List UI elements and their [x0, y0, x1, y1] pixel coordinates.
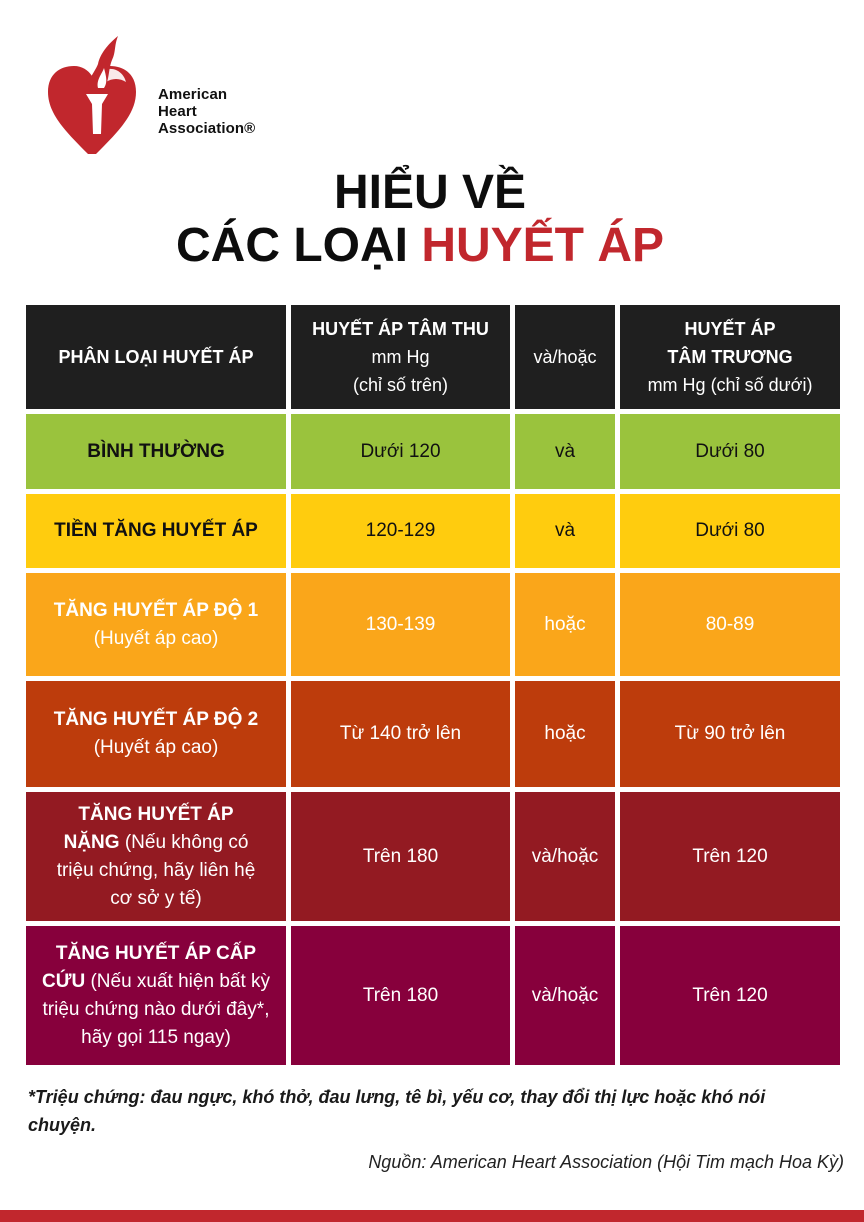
header-systolic-note: (chỉ số trên): [352, 375, 448, 395]
category-title-b: CỨU: [41, 970, 86, 992]
table-row-crisis: [26, 926, 840, 1065]
category-title-a: TĂNG HUYẾT ÁP: [78, 803, 234, 825]
category-sub: (Huyết áp cao): [93, 627, 219, 649]
table-row-stage-2: [26, 681, 840, 787]
header-systolic-title: HUYẾT ÁP TÂM THU: [312, 319, 489, 339]
diastolic-cell: Từ 90 trở lên: [620, 681, 840, 787]
logo-line-1: American: [158, 86, 228, 103]
table-row-severe: [26, 792, 840, 921]
category-title-b: NẶNG: [63, 831, 120, 853]
table-row-normal: [26, 414, 840, 489]
header-diastolic-title-1: HUYẾT ÁP: [684, 319, 776, 339]
category-title: TĂNG HUYẾT ÁP ĐỘ 1: [53, 599, 259, 621]
category-cell: [26, 926, 286, 1065]
page-title-line-1: HIỂU VỀ: [333, 166, 527, 219]
category-cell: [26, 792, 286, 921]
diastolic-cell: 80-89: [620, 573, 840, 676]
header-category: PHÂN LOẠI HUYẾT ÁP: [26, 305, 286, 409]
header-systolic: [291, 305, 510, 409]
category-cell: TIỀN TĂNG HUYẾT ÁP: [26, 494, 286, 568]
systolic-cell: Trên 180: [291, 926, 510, 1065]
title-prefix: CÁC LOẠI: [175, 219, 422, 272]
category-cell: [26, 681, 286, 787]
header-diastolic-title-2: TÂM TRƯƠNG: [667, 347, 793, 367]
systolic-cell: 130-139: [291, 573, 510, 676]
heart-torch-icon: [46, 30, 146, 160]
symptoms-footnote: *Triệu chứng: đau ngực, khó thở, đau lưng, tê bì, yếu cơ, thay đổi thị lực hoặc khó nói chuyện.: [28, 1087, 766, 1135]
page-title-line-2: [0, 218, 852, 274]
category-title: TĂNG HUYẾT ÁP ĐỘ 2: [53, 709, 259, 730]
source-credit: Nguồn: American Heart Association (Hội Tim mạch Hoa Kỳ): [368, 1152, 844, 1172]
category-sub: (Huyết áp cao): [93, 737, 219, 758]
logo-text: [158, 86, 255, 137]
header-diastolic: [620, 305, 840, 409]
diastolic-cell: Dưới 80: [620, 414, 840, 489]
title-accent: HUYẾT ÁP: [421, 219, 665, 272]
table-row-stage-1: [26, 573, 840, 676]
aha-logo: [46, 30, 266, 160]
diastolic-cell: Trên 120: [620, 792, 840, 921]
systolic-cell: Dưới 120: [291, 414, 510, 489]
systolic-cell: Trên 180: [291, 792, 510, 921]
conj-cell: hoặc: [515, 573, 615, 676]
conj-cell: hoặc: [515, 681, 615, 787]
table-header-row: [26, 305, 840, 409]
diastolic-cell: Dưới 80: [620, 494, 840, 568]
header-systolic-unit: mm Hg: [371, 347, 430, 367]
header-diastolic-note: mm Hg (chỉ số dưới): [647, 375, 813, 395]
conj-cell: và/hoặc: [515, 792, 615, 921]
logo-line-2: Heart: [158, 103, 197, 120]
conj-cell: và/hoặc: [515, 926, 615, 1065]
category-title-a: TĂNG HUYẾT ÁP CẤP: [55, 942, 257, 964]
logo-line-3: Association®: [158, 120, 256, 137]
category-cell: BÌNH THƯỜNG: [26, 414, 286, 489]
diastolic-cell: Trên 120: [620, 926, 840, 1065]
category-sub: (Nếu xuất hiện bất kỳ triệu chứng nào dưới đây*, hãy gọi 115 ngay): [42, 970, 271, 1048]
category-cell: [26, 573, 286, 676]
header-conj: và/hoặc: [515, 305, 615, 409]
conj-cell: và: [515, 494, 615, 568]
table-row-elevated: [26, 494, 840, 568]
systolic-cell: Từ 140 trở lên: [291, 681, 510, 787]
bottom-accent-bar: [0, 1210, 864, 1222]
category-sub: (Nếu không có triệu chứng, hãy liên hệ cơ sở y tế): [56, 831, 256, 909]
systolic-cell: 120-129: [291, 494, 510, 568]
conj-cell: và: [515, 414, 615, 489]
